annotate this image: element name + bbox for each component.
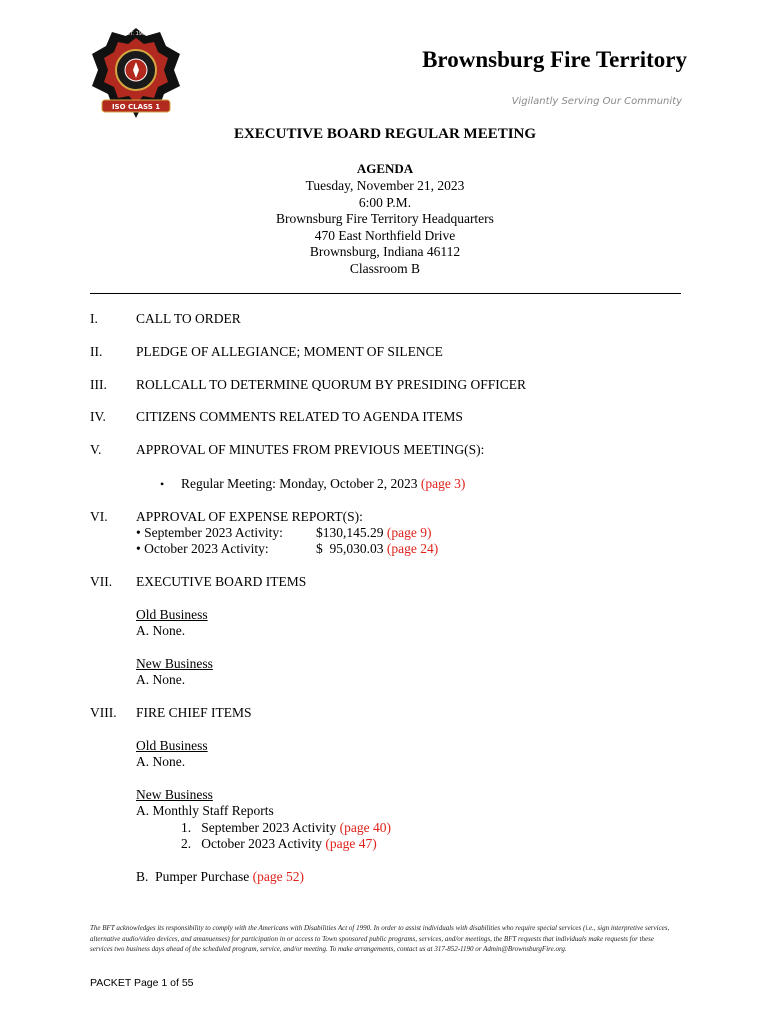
page-link-expense[interactable]: (page 24): [386, 541, 439, 556]
page-link-expense[interactable]: (page 9): [386, 525, 432, 540]
item-1-text: CALL TO ORDER: [136, 311, 241, 326]
item-7-text: EXECUTIVE BOARD ITEMS: [136, 574, 307, 589]
brownsburg-fire-logo: [88, 24, 184, 120]
page-link-staff-report[interactable]: (page 47): [325, 836, 377, 851]
page-link-pumper[interactable]: (page 52): [252, 869, 304, 884]
meeting-date: Tuesday, November 21, 2023: [305, 178, 465, 193]
expense-row-label: • October 2023 Activity:: [136, 541, 269, 556]
item-8-text: FIRE CHIEF ITEMS: [136, 705, 252, 720]
staff-report-text: 2. October 2023 Activity: [181, 836, 322, 851]
packet-page-number: PACKET Page 1 of 55: [90, 977, 194, 989]
item-2-number: II.: [90, 344, 103, 359]
item-4-text: CITIZENS COMMENTS RELATED TO AGENDA ITEMS: [136, 409, 463, 424]
page-link-staff-report[interactable]: (page 40): [339, 820, 391, 835]
old-business-item: A. None.: [136, 754, 186, 769]
expense-row-amount: [316, 541, 438, 557]
pumper-purchase-item: [136, 869, 304, 885]
meeting-title: EXECUTIVE BOARD REGULAR MEETING: [233, 126, 537, 142]
expense-amount: $130,145.29: [316, 525, 384, 540]
expense-row-amount: [316, 525, 431, 541]
minutes-item-text: Regular Meeting: Monday, October 2, 2023: [181, 476, 418, 491]
meeting-details: [0, 178, 770, 277]
meeting-address: 470 East Northfield Drive: [314, 227, 456, 243]
tagline: Vigilantly Serving Our Community: [511, 96, 682, 107]
old-business-item: A. None.: [136, 623, 186, 638]
meeting-room: Classroom B: [349, 260, 421, 276]
item-6-text: APPROVAL OF EXPENSE REPORT(S):: [136, 509, 363, 524]
expense-amount: $ 95,030.03: [316, 541, 384, 556]
minutes-item: [181, 476, 465, 492]
item-5-text: APPROVAL OF MINUTES FROM PREVIOUS MEETING(S):: [136, 442, 485, 457]
meeting-location: Brownsburg Fire Territory Headquarters: [276, 211, 494, 226]
new-business-item: A. None.: [136, 672, 186, 687]
item-3-text: ROLLCALL TO DETERMINE QUORUM BY PRESIDING OFFICER: [136, 377, 527, 392]
staff-report-item: [181, 836, 377, 852]
meeting-city: Brownsburg, Indiana 46112: [309, 244, 461, 259]
agenda-label: AGENDA: [356, 161, 414, 176]
org-name: Brownsburg Fire Territory: [422, 47, 687, 72]
item-2-text: PLEDGE OF ALLEGIANCE; MOMENT OF SILENCE: [136, 344, 443, 359]
new-business-item: A. Monthly Staff Reports: [136, 803, 274, 818]
item-8-number: VIII.: [90, 705, 117, 720]
pumper-purchase-text: B. Pumper Purchase: [136, 869, 250, 884]
svg-text:ISO CLASS 1: ISO CLASS 1: [111, 103, 161, 111]
expense-row-label: • September 2023 Activity:: [136, 525, 283, 540]
staff-report-text: 1. September 2023 Activity: [181, 820, 337, 835]
item-7-number: VII.: [90, 574, 113, 589]
old-business-heading: Old Business: [136, 738, 208, 753]
item-3-number: III.: [90, 377, 107, 392]
staff-report-item: [181, 820, 391, 836]
page-link-minutes[interactable]: (page 3): [420, 476, 466, 491]
ada-notice: The BFT acknowledges its responsibility to comply with the Americans with Disabilities Act of 1990. In order to assist individuals with disabilities who require special services (i.e., sign interpretive services, alternative audio/video devices, and amanuenses) for participation in or access to Town sponsored public programs, services, and/or meetings, the BFT requests that individuals make requests for these services two business days ahead of the scheduled program, service, and/or meeting. To make arrangements, contact us at 317-852-1190 or Admin@BrownsburgFire.org.: [90, 924, 670, 953]
item-1-number: I.: [90, 311, 98, 326]
item-4-number: IV.: [90, 409, 106, 424]
divider: [90, 293, 681, 294]
new-business-heading: New Business: [136, 656, 213, 671]
item-5-number: V.: [90, 442, 102, 457]
svg-text:EST. 1901: EST. 1901: [123, 31, 149, 37]
item-6-number: VI.: [90, 509, 108, 524]
new-business-heading: New Business: [136, 787, 213, 802]
meeting-time: 6:00 P.M.: [358, 194, 412, 210]
old-business-heading: Old Business: [136, 607, 208, 622]
bullet-icon: •: [160, 477, 165, 491]
